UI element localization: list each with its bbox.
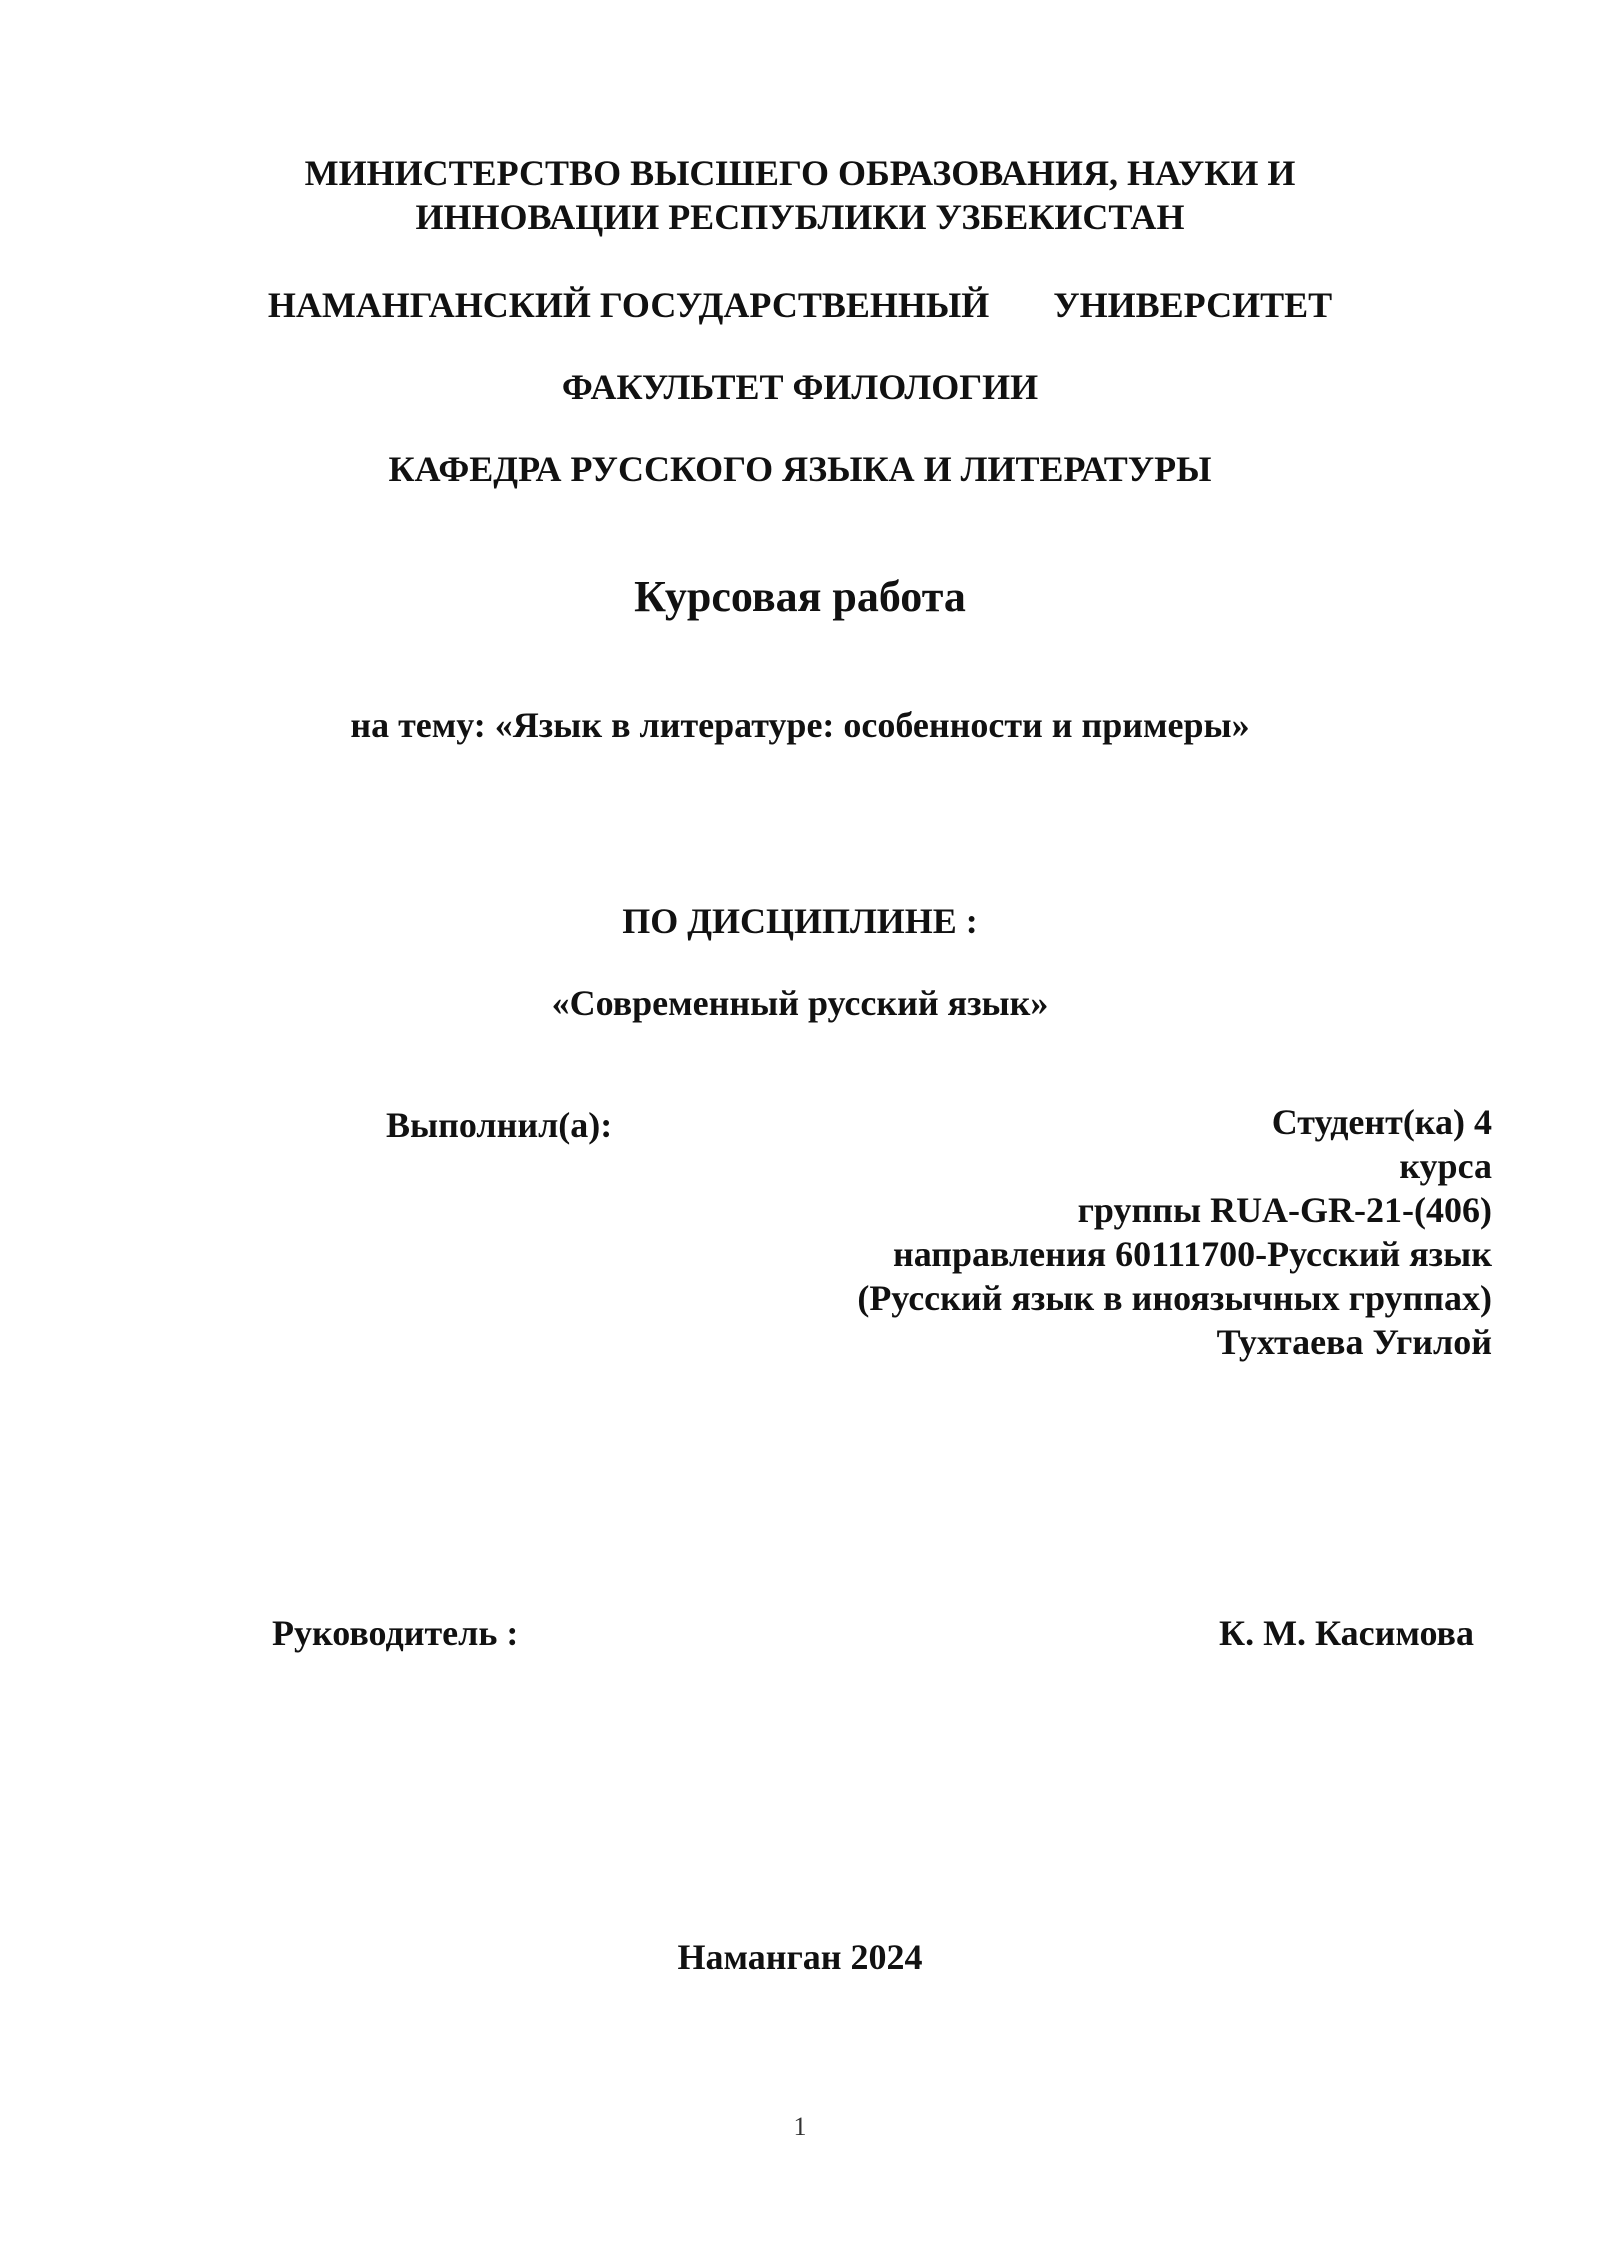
page-number: 1 [793, 2112, 807, 2141]
discipline-name: «Современный русский язык» [551, 983, 1049, 1023]
author-line: (Русский язык в иноязычных группах) [857, 1278, 1492, 1318]
author-line: группы RUA-GR-21-(406) [1077, 1190, 1492, 1230]
supervisor-name: К. М. Касимова [1218, 1613, 1474, 1653]
faculty-name: ФАКУЛЬТЕТ ФИЛОЛОГИИ [561, 367, 1039, 407]
city-year: Наманган 2024 [677, 1937, 923, 1977]
university-name-part-2: УНИВЕРСИТЕТ [1053, 285, 1333, 325]
author-line: Студент(ка) 4 [1271, 1102, 1492, 1142]
author-details [857, 1100, 1492, 1364]
ministry-line-1: МИНИСТЕРСТВО ВЫСШЕГО ОБРАЗОВАНИЯ, НАУКИ И [304, 153, 1296, 193]
work-topic: на тему: «Язык в литературе: особенности и примеры» [350, 705, 1250, 745]
discipline-label: ПО ДИСЦИПЛИНЕ : [622, 901, 978, 941]
author-line: Тухтаева Угилой [1216, 1322, 1492, 1362]
supervisor-label: Руководитель : [272, 1613, 519, 1653]
author-line: направления 60111700-Русский язык [892, 1234, 1492, 1274]
university-name [0, 284, 1600, 326]
work-title: Курсовая работа [634, 572, 966, 621]
ministry-line-2: ИННОВАЦИИ РЕСПУБЛИКИ УЗБЕКИСТАН [415, 197, 1185, 237]
department-name: КАФЕДРА РУССКОГО ЯЗЫКА И ЛИТЕРАТУРЫ [388, 449, 1212, 489]
author-line: курса [1399, 1146, 1492, 1186]
author-label: Выполнил(а): [386, 1105, 613, 1145]
university-name-part-1: НАМАНГАНСКИЙ ГОСУДАРСТВЕННЫЙ [267, 285, 990, 325]
